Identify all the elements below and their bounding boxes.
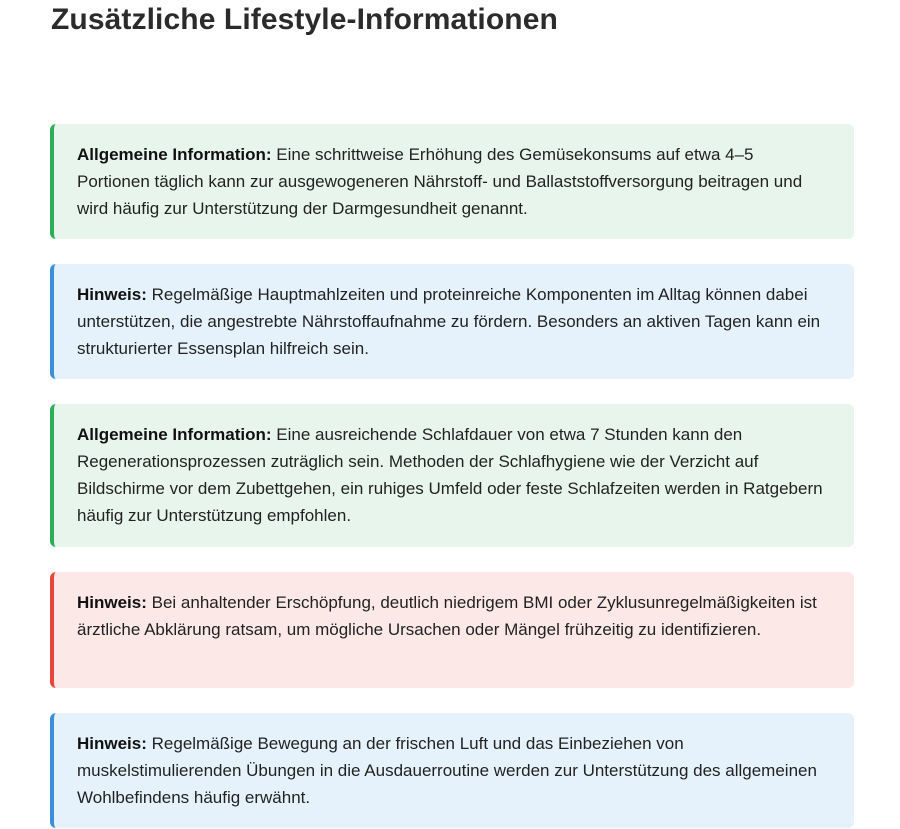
callout-text: Eine schrittweise Erhöhung des Gemüsekonsums auf etwa 4–5 Portionen täglich kann zur ausgewogeneren Nährstoff- und Ballaststoffversorgung beitragen und wird häufig zur Unterstützung der Darmgesundheit genannt. xyxy=(77,145,803,218)
callout-text: Eine ausreichende Schlafdauer von etwa 7 Stunden kann den Regenerationsprozessen zuträglich sein. Methoden der Schlafhygiene wie der Verzicht auf Bildschirme vor dem Zubettgehen, ein ruhiges Umfeld oder feste Schlafzeiten werden in Ratgebern häufig zur Unterstützung empfohlen. xyxy=(77,425,823,525)
warning-callout-medical xyxy=(50,572,854,688)
info-callout-vegetables xyxy=(50,124,854,239)
hint-callout-meals xyxy=(50,264,854,379)
callout-text: Regelmäßige Bewegung an der frischen Luft und das Einbeziehen von muskelstimulierenden Übungen in die Ausdauerroutine werden zur Unterstützung des allgemeinen Wohlbefindens häufig erwähnt. xyxy=(77,734,817,807)
callout-label: Hinweis: xyxy=(77,285,147,304)
page-title: Zusätzliche Lifestyle-Informationen xyxy=(51,3,558,36)
hint-callout-exercise xyxy=(50,713,854,828)
callout-label: Allgemeine Information: xyxy=(77,145,272,164)
callout-label: Hinweis: xyxy=(77,734,147,753)
info-callout-sleep xyxy=(50,404,854,547)
callout-label: Allgemeine Information: xyxy=(77,425,272,444)
callout-label: Hinweis: xyxy=(77,593,147,612)
callout-text: Regelmäßige Hauptmahlzeiten und proteinreiche Komponenten im Alltag können dabei unterstützen, die angestrebte Nährstoffaufnahme zu fördern. Besonders an aktiven Tagen kann ein strukturierter Essensplan hilfreich sein. xyxy=(77,285,821,358)
callout-text: Bei anhaltender Erschöpfung, deutlich niedrigem BMI oder Zyklusunregelmäßigkeiten ist ärztliche Abklärung ratsam, um mögliche Ursachen oder Mängel frühzeitig zu identifizieren. xyxy=(77,593,817,639)
